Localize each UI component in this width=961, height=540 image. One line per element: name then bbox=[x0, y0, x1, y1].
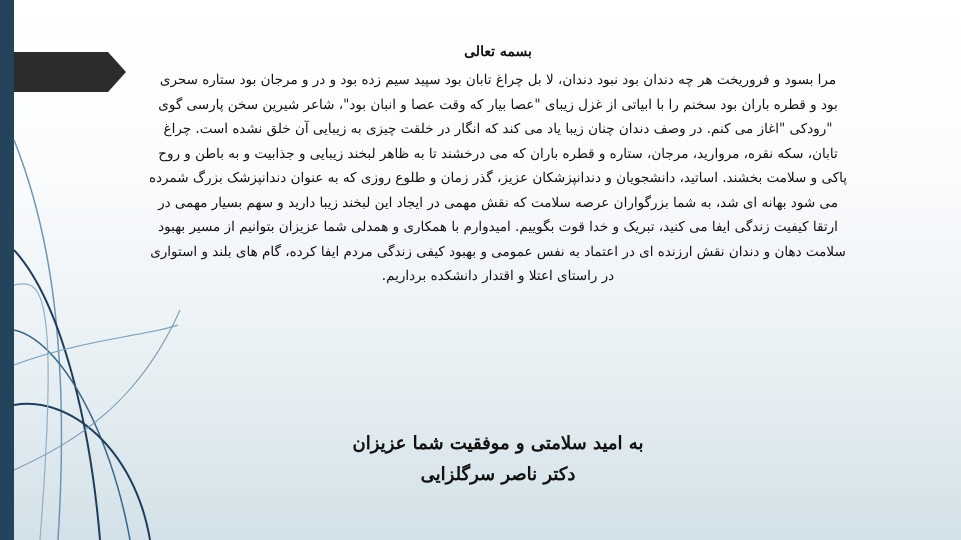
body-line: پاکی و سلامت بخشند. اساتید، دانشجویان و دندانپزشکان عزیز، گذر زمان و طلوع روزی که به عنوان دندانپزشک بزرگ شمرده bbox=[148, 170, 848, 186]
closing-wish: به امید سلامتی و موفقیت شما عزیزان bbox=[352, 433, 644, 454]
signature: دکتر ناصر سرگلزایی bbox=[420, 464, 576, 485]
body-line: می شود بهانه ای شد، به شما بزرگواران عرصه سلامت که نقش مهمی در ایجاد این لبخند زیبا دارید و سهم بسیار مهمی در bbox=[158, 194, 838, 211]
arrow-tab-shape bbox=[14, 52, 126, 92]
body-line: سلامت دهان و دندان نقش ارزنده ای در اعتماد به نفس عمومی و بهبود کیفی زندگی مردم ایفا کرده، گام های بلند و استواری bbox=[150, 243, 846, 260]
body-line: ارتقا کیفیت زندگی ایفا می کنید، تبریک و خدا قوت بگوییم. امیدوارم با همکاری و همدلی شما عزیزان بتوانیم از مسیر بهبود bbox=[158, 219, 838, 235]
body-line: بود و قطره باران بود سخنم را با ابیاتی از غزل زیبای "عصا بیار که وقت عصا و انبان بود"، شاعر شیرین سخن پارسی گوی bbox=[158, 96, 838, 113]
message-text bbox=[112, 40, 884, 289]
body-line: تابان، سکه نقره، مروارید، مرجان، ستاره و قطره باران که می درخشند تا به ظاهر لبخند زیبایی و جذابیت و به باطن و روح bbox=[158, 145, 838, 162]
body-line: "رودکی "اغاز می کنم. در وصف دندان چنان زیبا یاد می کند که انگار در خلقت چیزی به زیبایی آن خلق نشده است. چراغ bbox=[163, 121, 833, 137]
body-line: در راستای اعتلا و اقتدار دانشکده برداریم. bbox=[381, 268, 615, 284]
closing-block bbox=[112, 428, 884, 490]
slide-heading: بسمه تعالی bbox=[464, 44, 532, 60]
body-line: مرا بسود و فروریخت هر چه دندان بود نبود دندان، لا بل چراغ تابان بود سپید سیم زده بود و در و مرجان بود ستاره سحری bbox=[159, 72, 837, 88]
